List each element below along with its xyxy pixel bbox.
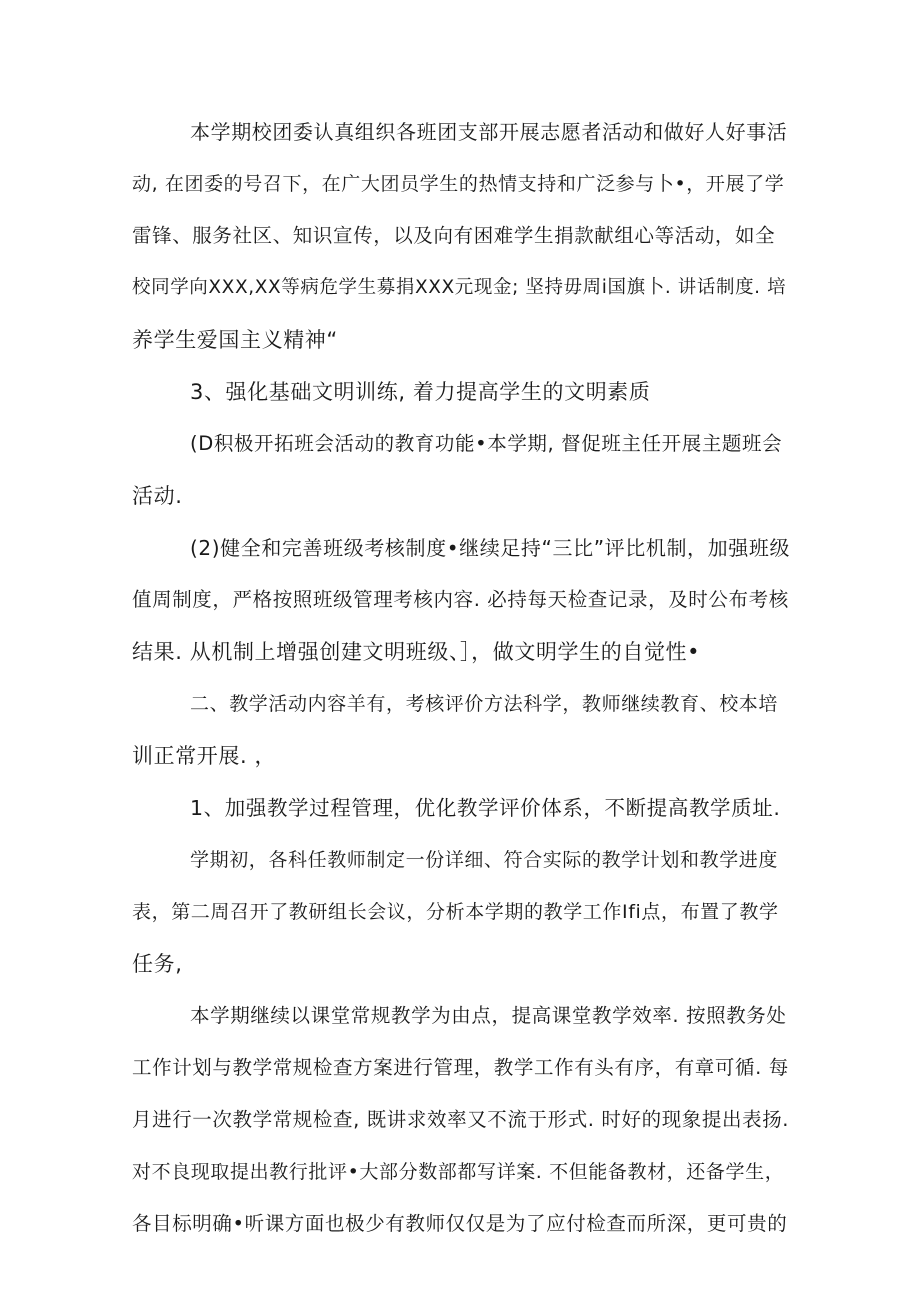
paragraph-line: 养学生爱国主义精神“ xyxy=(132,328,338,352)
paragraph-line: 校同学向XXX,XX等病危学生募捐XXX元现金; 坚持毋周i国旗卜. 讲话制度. 培 xyxy=(132,277,787,298)
section-heading: 二、教学活动内容羊有，考核评价方法科学，教师继续教育、校本培 xyxy=(190,693,779,715)
paragraph-line: 训正常开展. ， xyxy=(132,744,277,768)
paragraph-line: 任务, xyxy=(132,952,183,976)
paragraph-line: 表，第二周召开了教研组长会议，分析本学期的教学工作Ifi点，布置了教学 xyxy=(132,901,779,923)
paragraph-line: 对不良现取提出教行批评•大部分数部都写详案. 不但能备教材，还备学生， xyxy=(132,1161,785,1183)
paragraph-line: 本学期校团委认真组织各班团支部开展志愿者活动和做好人好事活 xyxy=(190,120,788,144)
paragraph-line: 各目标明确•听课方面也极少有教师仅仅是为了应付检查而所深，更可贵的 xyxy=(132,1212,788,1235)
paragraph-line: 动, 在团委的号召下，在广大团员学生的热情支持和广泛参与卜•，开展了学 xyxy=(132,173,785,195)
paragraph-line: 本学期继续以课堂常规教学为由点，提高课堂教学效率. 按照教务处 xyxy=(190,1004,787,1027)
section-heading: 1、加强教学过程管理，优化教学评价体系，不断提高教学质址. xyxy=(190,796,781,820)
paragraph-line: 结果. 从机制上增强创建文明班级、］，做文明学生的自觉性• xyxy=(132,640,701,664)
paragraph-line: 学期初，各科任教师制定一份详细、符合实际的教学计划和教学进度 xyxy=(190,849,779,871)
paragraph-line: (D积极开拓班会活动的教育功能•本学期, 督促班主任开展主题班会 xyxy=(190,432,783,455)
paragraph-line: 工作计划与教学常规检查方案进行管理，教学工作有头有序，有章可循. 每 xyxy=(132,1056,789,1079)
section-heading: 3、强化基础文明训练, 着力提高学生的文明素质 xyxy=(190,380,651,404)
paragraph-line: 值周制度，严格按照班级管理考核内容. 必持每天检查记录，及时公布考核 xyxy=(132,588,789,611)
paragraph-line: 月进行一次教学常规检查, 既讲求效率又不流于形式. 时好的现象提出表扬. xyxy=(132,1108,790,1131)
paragraph-line: 活动. xyxy=(132,484,183,508)
paragraph-line: (2)健全和完善班级考核制度•继续足持“三比”评比机制，加强班级 xyxy=(190,536,791,560)
paragraph-line: 雷锋、服务社区、知识宣传，以及向有困难学生捐款献组心等活动，如全 xyxy=(132,224,776,247)
